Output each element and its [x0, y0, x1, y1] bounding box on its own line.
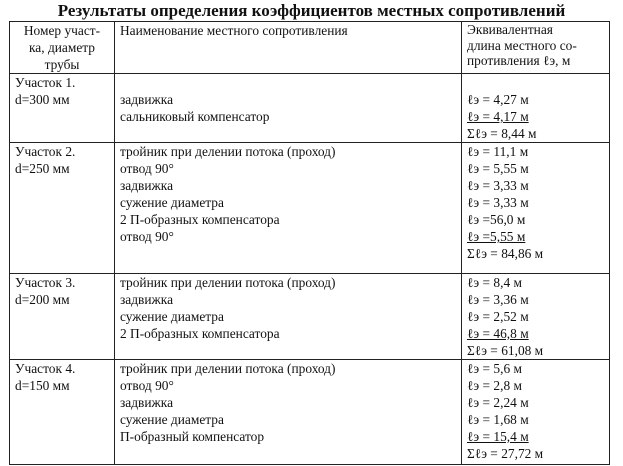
length-value: ℓэ = 2,8 м	[467, 378, 522, 393]
resistance-item: П-образный компенсатор	[120, 429, 265, 444]
length-value: ℓэ =56,0 м	[467, 212, 526, 227]
header-col1-line: Номер участ-	[23, 23, 101, 38]
length-value: ℓэ = 3,33 м	[467, 195, 529, 210]
resistance-item: отвод 90°	[120, 378, 174, 393]
section-label-cell	[10, 143, 115, 274]
resistance-item: тройник при делении потока (проход)	[120, 275, 336, 290]
length-total: Σℓэ = 8,44 м	[467, 126, 537, 141]
length-value: ℓэ = 8,4 м	[467, 275, 522, 290]
section-row-2	[10, 143, 610, 274]
section-items-cell	[115, 274, 462, 360]
length-value: ℓэ = 2,24 м	[467, 395, 529, 410]
header-section-number	[10, 22, 115, 74]
length-value: ℓэ = 15,4 м	[467, 429, 529, 444]
resistance-item: задвижка	[120, 178, 174, 193]
resistance-item: отвод 90°	[120, 229, 174, 244]
length-value: ℓэ = 5,55 м	[467, 161, 529, 176]
section-values-cell	[462, 360, 610, 465]
section-label-cell	[10, 360, 115, 465]
section-label-cell	[10, 274, 115, 360]
section-values-cell	[462, 143, 610, 274]
header-col1-line: трубы	[44, 57, 80, 72]
section-label: Участок 3.	[15, 275, 76, 290]
header-equivalent-length	[462, 22, 610, 74]
section-label: Участок 1.	[15, 75, 76, 90]
resistance-item: отвод 90°	[120, 161, 174, 176]
resistance-item: тройник при делении потока (проход)	[120, 361, 336, 376]
section-diameter: d=250 мм	[15, 161, 70, 176]
resistance-item: 2 П-образных компенсатора	[120, 326, 280, 341]
header-row	[10, 22, 610, 74]
section-values-cell	[462, 74, 610, 143]
results-table	[9, 21, 610, 465]
section-row-4	[10, 360, 610, 465]
header-col2-text: Наименование местного сопротивления	[120, 23, 348, 38]
header-col3-line: противления ℓэ, м	[467, 53, 571, 68]
length-value: ℓэ = 4,17 м	[467, 109, 529, 124]
length-value: ℓэ = 46,8 м	[467, 326, 529, 341]
header-col3-line: Эквивалентная	[467, 22, 553, 37]
length-total: Σℓэ = 27,72 м	[467, 446, 544, 461]
length-total: Σℓэ = 61,08 м	[467, 343, 544, 358]
resistance-item: 2 П-образных компенсатора	[120, 212, 280, 227]
header-col1-line: ка, диаметр	[29, 40, 95, 55]
resistance-item: задвижка	[120, 92, 174, 107]
resistance-item: задвижка	[120, 292, 174, 307]
resistance-item: сальниковый компенсатор	[120, 109, 270, 124]
length-value: ℓэ = 2,52 м	[467, 309, 529, 324]
section-label: Участок 2.	[15, 144, 76, 159]
length-value: ℓэ = 5,6 м	[467, 361, 522, 376]
resistance-item: тройник при делении потока (проход)	[120, 144, 336, 159]
section-label-cell	[10, 74, 115, 143]
section-diameter: d=200 мм	[15, 292, 70, 307]
page-title: Результаты определения коэффициентов местных сопротивлений	[57, 1, 566, 20]
length-value: ℓэ = 11,1 м	[467, 144, 529, 159]
header-col3-line: длина местного со-	[467, 37, 577, 53]
section-items-cell	[115, 143, 462, 274]
section-row-1	[10, 74, 610, 143]
length-value: ℓэ = 1,68 м	[467, 412, 529, 427]
header-resistance-name	[115, 22, 462, 74]
section-values-cell	[462, 274, 610, 360]
section-diameter: d=150 мм	[15, 378, 70, 393]
section-items-cell	[115, 74, 462, 143]
resistance-item: сужение диаметра	[120, 195, 224, 210]
resistance-item: сужение диаметра	[120, 412, 224, 427]
length-value: ℓэ = 4,27 м	[467, 92, 529, 107]
section-diameter: d=300 мм	[15, 92, 70, 107]
resistance-item: задвижка	[120, 395, 174, 410]
section-label: Участок 4.	[15, 361, 76, 376]
length-value: ℓэ =5,55 м	[467, 229, 526, 244]
resistance-item: сужение диаметра	[120, 309, 224, 324]
length-value: ℓэ = 3,33 м	[467, 178, 529, 193]
length-value: ℓэ = 3,36 м	[467, 292, 529, 307]
section-items-cell	[115, 360, 462, 465]
length-total: Σℓэ = 84,86 м	[467, 246, 544, 261]
section-row-3	[10, 274, 610, 360]
